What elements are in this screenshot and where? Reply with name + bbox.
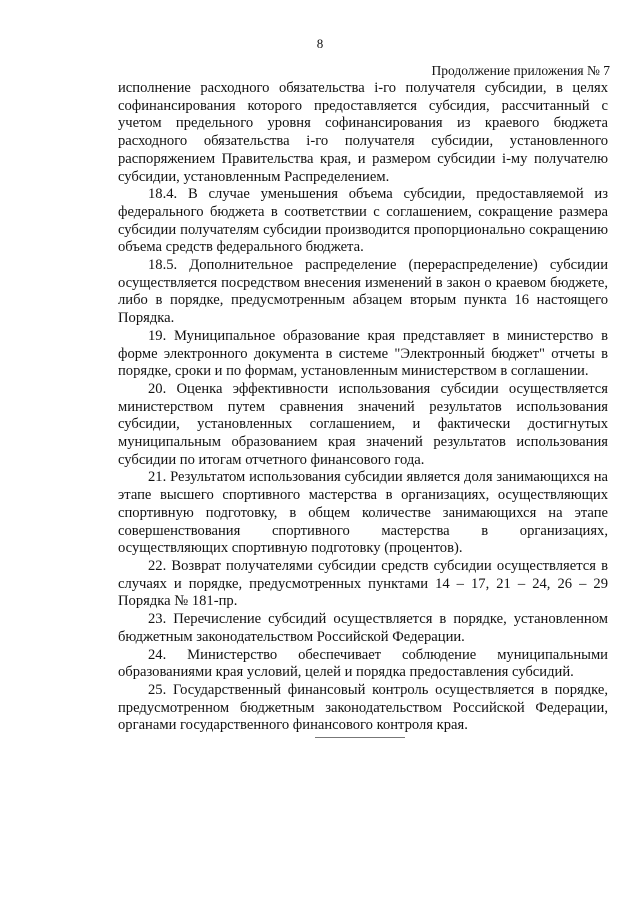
end-separator-line — [315, 737, 405, 738]
paragraph-19: 19. Муниципальное образование края представляет в министерство в форме электронного документа в системе "Электронный бюджет" отчеты в порядке, сроки и по формам, установленным министерством в соглашении. — [118, 327, 608, 380]
page-number: 8 — [316, 36, 324, 51]
paragraph-continuation: исполнение расходного обязательства i-го получателя субсидии, в целях софинансирования которого предоставляется субсидия, рассчитанный с учетом предельного уровня софинансирования из краевого бюджета расходного обязательства i-го получателя субсидии, установленного распоряжением Правительства края, и размером субсидии i-му получателю субсидии, установленным Распределением. — [118, 80, 608, 185]
paragraph-18-5: 18.5. Дополнительное распределение (перераспределение) субсидии осуществляется посредством внесения изменений в закон о краевом бюджете, либо в порядке, предусмотренным абзацем вторым пункта 16 настоящего Порядка. — [118, 257, 608, 327]
paragraph-24: 24. Министерство обеспечивает соблюдение муниципальными образованиями края условий, целей и порядка предоставления субсидий. — [118, 646, 608, 681]
paragraph-18-4: 18.4. В случае уменьшения объема субсидии, предоставляемой из федерального бюджета в соответствии с соглашением, сокращение размера субсидии получателям субсидии производится пропорционально сокращению объема средств федерального бюджета. — [118, 186, 608, 256]
appendix-continuation-note: Продолжение приложения № 7 — [431, 63, 610, 78]
paragraph-20: 20. Оценка эффективности использования субсидии осуществляется министерством путем сравнения значений результатов использования субсидии, установленных соглашением, и фактически достигнутых муниципальным образованием края значений результатов использования субсидии по итогам отчетного финансового года. — [118, 380, 608, 468]
document-body — [118, 80, 608, 735]
paragraph-25: 25. Государственный финансовый контроль осуществляется в порядке, предусмотренном бюджетным законодательством Российской Федерации, органами государственного финансового контроля края. — [118, 681, 608, 734]
paragraph-22: 22. Возврат получателями субсидии средств субсидии осуществляется в случаях и порядке, предусмотренных пунктами 14 – 17, 21 – 24, 26 – 29 Порядка № 181-пр. — [118, 557, 608, 610]
paragraph-23: 23. Перечисление субсидий осуществляется в порядке, установленном бюджетным законодательством Российской Федерации. — [118, 611, 608, 645]
paragraph-21: 21. Результатом использования субсидии является доля занимающихся на этапе высшего спортивного мастерства в организациях, осуществляющих спортивную подготовку, в общем количестве занимающихся на этапе совершенствования спортивного мастерства в организациях, осуществляющих спортивную подготовку (процентов). — [118, 469, 608, 557]
